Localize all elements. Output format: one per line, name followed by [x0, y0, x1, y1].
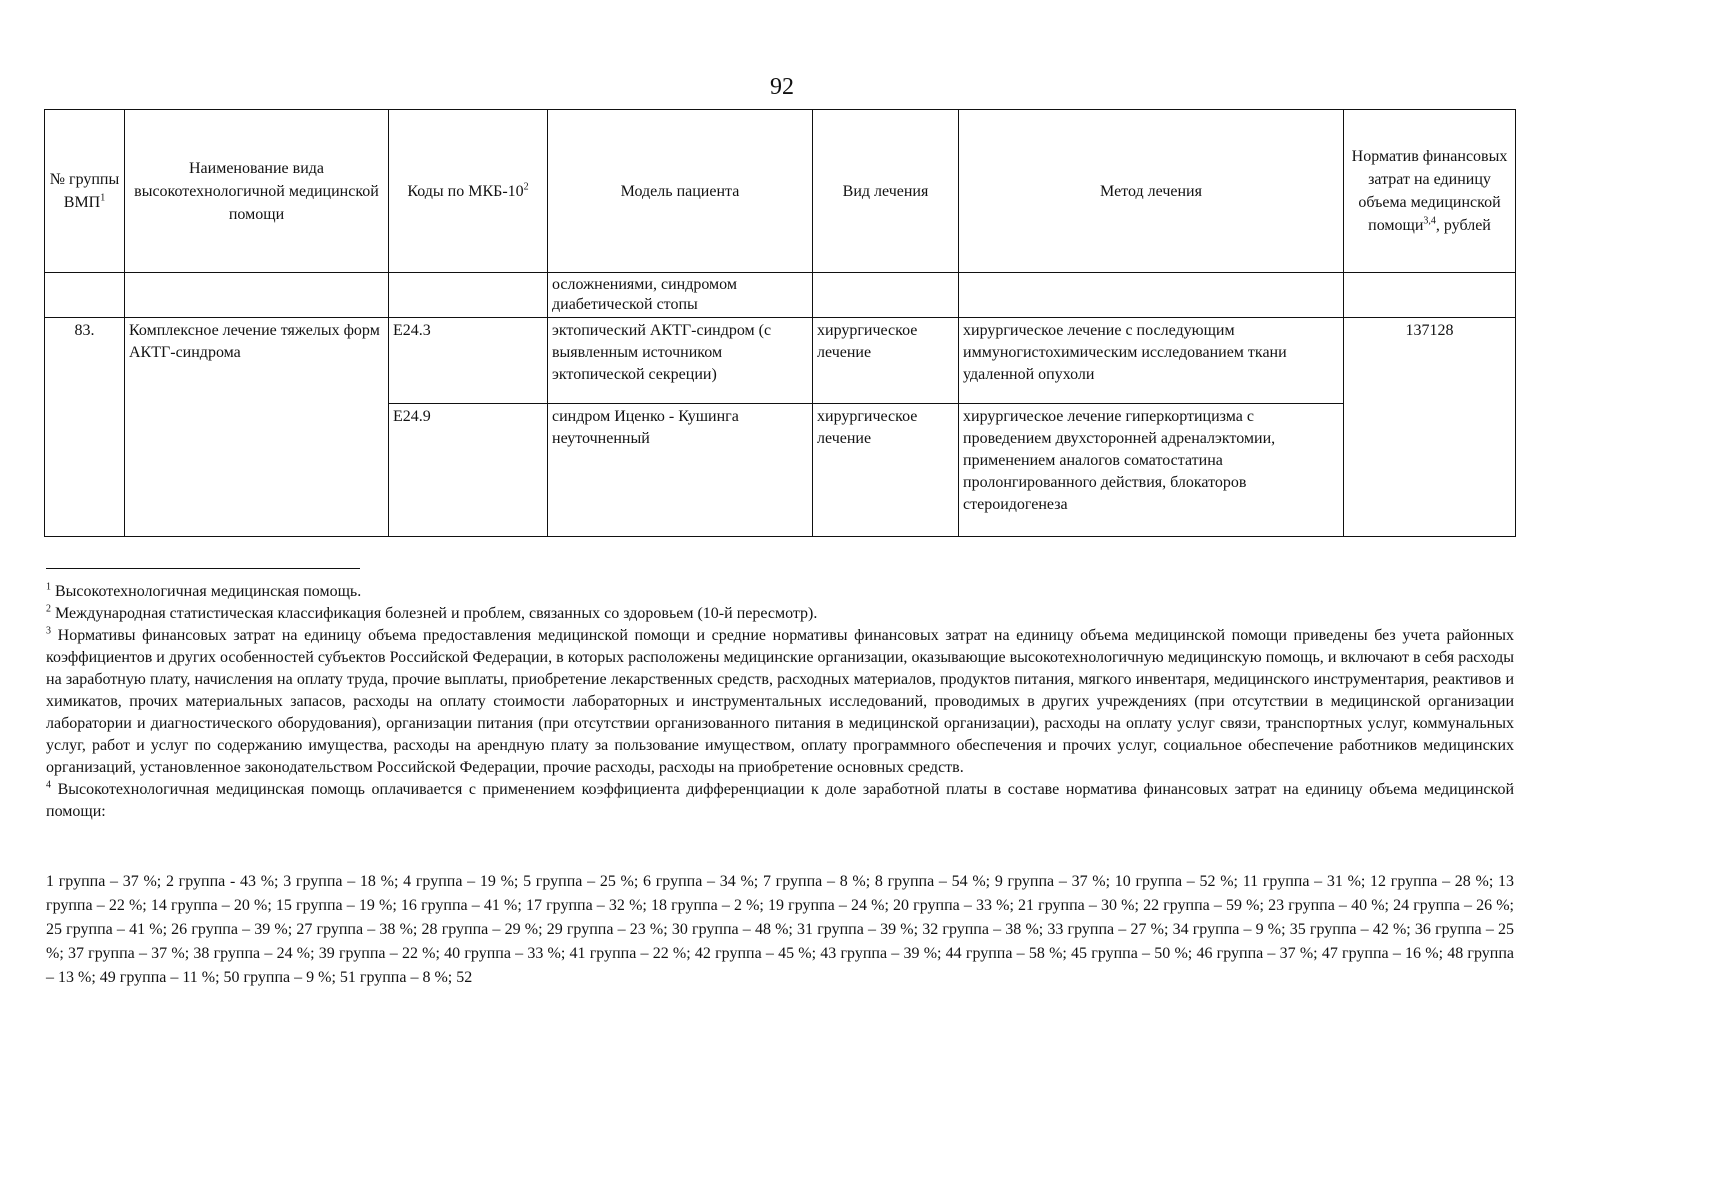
footnote-separator [46, 568, 360, 569]
footnote-mark: 4 [46, 779, 51, 791]
table-cell [959, 273, 1344, 318]
table-row [45, 318, 1516, 404]
header-treatment-method: Метод лечения [959, 110, 1344, 273]
header-patient-model: Модель пациента [548, 110, 813, 273]
footnotes [46, 581, 1514, 823]
treatment-type-cell: хирургическое лечение [813, 318, 959, 404]
footnote-text: Высокотехнологичная медицинская помощь оплачивается с применением коэффициента дифференциации к доле заработной платы в составе норматива финансовых затрат на единицу объема медицинской помощи: [46, 781, 1515, 820]
header-care-name: Наименование вида высокотехнологичной медицинской помощи [125, 110, 389, 273]
table-cell [1344, 273, 1516, 318]
header-treatment-type: Вид лечения [813, 110, 959, 273]
footnote [46, 603, 1514, 625]
footnote-mark: 1 [46, 581, 51, 593]
footnote-ref: 2 [523, 181, 529, 193]
icd-code-cell: E24.3 [389, 318, 548, 404]
treatment-type-cell: хирургическое лечение [813, 404, 959, 537]
patient-model-cell: осложнениями, синдромом диабетической стопы [548, 273, 813, 318]
group-number-cell: 83. [45, 318, 125, 537]
footnote-text: Нормативы финансовых затрат на единицу объема предоставления медицинской помощи и средние нормативы финансовых затрат на единицу объема медицинской помощи приведены без учета районных коэффициентов и других особенностей субъектов Российской Федерации, в которых расположены медицинские организации, оказывающие высокотехнологичную медицинскую помощь, и включают в себя расходы на заработную плату, начисления на оплату труда, прочие выплаты, приобретение лекарственных средств, расходных материалов, продуктов питания, мягкого инвентаря, медицинского инструментария, реактивов и химикатов, прочих материальных запасов, расходы на оплату стоимости лабораторных и инструментальных исследований, проводимых в других учреждениях (при отсутствии в медицинской организации лаборатории и диагностического оборудования), организации питания (при отсутствии организованного питания в медицинской организации), расходы на оплату услуг связи, транспортных услуг, коммунальных услуг, работ и услуг по содержанию имущества, расходы на арендную плату за пользование имуществом, оплату программного обеспечения и прочих услуг, социальное обеспечение работников медицинских организаций, установленное законодательством Российской Федерации, прочие расходы, расходы на приобретение основных средств. [46, 627, 1515, 776]
footnote-mark: 3 [46, 625, 51, 637]
footnote-ref: 1 [100, 192, 106, 204]
care-name-cell: Комплексное лечение тяжелых форм АКТГ-синдрома [125, 318, 389, 537]
footnote-mark: 2 [46, 603, 51, 615]
treatment-method-cell: хирургическое лечение гиперкортицизма с проведением двухсторонней адреналэктомии, применением аналогов соматостатина пролонгированного действия, блокаторов стероидогенеза [959, 404, 1344, 537]
header-icd-codes [389, 110, 548, 273]
coefficient-list: 1 группа – 37 %; 2 группа - 43 %; 3 группа – 18 %; 4 группа – 19 %; 5 группа – 25 %; 6 группа – 34 %; 7 группа – 8 %; 8 группа – 54 %; 9 группа – 37 %; 10 группа – 52 %; 11 группа – 31 %; 12 группа – 28 %; 13 группа – 22 %; 14 группа – 20 %; 15 группа – 19 %; 16 группа – 41 %; 17 группа – 32 %; 18 группа – 2 %; 19 группа – 24 %; 20 группа – 33 %; 21 группа – 30 %; 22 группа – 59 %; 23 группа – 40 %; 24 группа – 26 %; 25 группа – 41 %; 26 группа – 39 %; 27 группа – 38 %; 28 группа – 29 %; 29 группа – 23 %; 30 группа – 48 %; 31 группа – 39 %; 32 группа – 38 %; 33 группа – 27 %; 34 группа – 9 %; 35 группа – 42 %; 36 группа – 25 %; 37 группа – 37 %; 38 группа – 24 %; 39 группа – 22 %; 40 группа – 33 %; 41 группа – 22 %; 42 группа – 45 %; 43 группа – 39 %; 44 группа – 58 %; 45 группа – 50 %; 46 группа – 37 %; 47 группа – 16 %; 48 группа – 13 %; 49 группа – 11 %; 50 группа – 9 %; 51 группа – 8 %; 52 [46, 873, 1514, 986]
table-cell [813, 273, 959, 318]
header-group-no-text: № группы ВМП [49, 171, 120, 211]
footnote [46, 581, 1514, 603]
patient-model-cell: синдром Иценко - Кушинга неуточненный [548, 404, 813, 537]
footnote-ref: 3,4 [1423, 215, 1436, 227]
header-group-no [45, 110, 125, 273]
table-cell [389, 273, 548, 318]
cost-cell: 137128 [1344, 318, 1516, 537]
header-cost-norm-text: Норматив финансовых затрат на единицу объема медицинской помощи [1351, 148, 1508, 234]
header-cost-norm [1344, 110, 1516, 273]
footnote-text: Высокотехнологичная медицинская помощь. [55, 583, 362, 600]
footnote [46, 779, 1514, 823]
footnote-text: Международная статистическая классификация болезней и проблем, связанных со здоровьем (10-й пересмотр). [55, 605, 818, 622]
patient-model-cell: эктопический АКТГ-синдром (с выявленным источником эктопической секреции) [548, 318, 813, 404]
table-cell [125, 273, 389, 318]
icd-code-cell: E24.9 [389, 404, 548, 537]
page-number: 92 [770, 74, 794, 100]
header-icd-codes-text: Коды по МКБ-10 [407, 182, 524, 200]
table-cell [45, 273, 125, 318]
treatment-method-cell: хирургическое лечение с последующим иммуногистохимическим исследованием ткани удаленной опухоли [959, 318, 1344, 404]
table-header-row [45, 110, 1516, 273]
header-cost-norm-suffix: , рублей [1435, 217, 1491, 234]
vmp-table [44, 109, 1516, 537]
footnote [46, 625, 1514, 779]
table-row [45, 273, 1516, 318]
